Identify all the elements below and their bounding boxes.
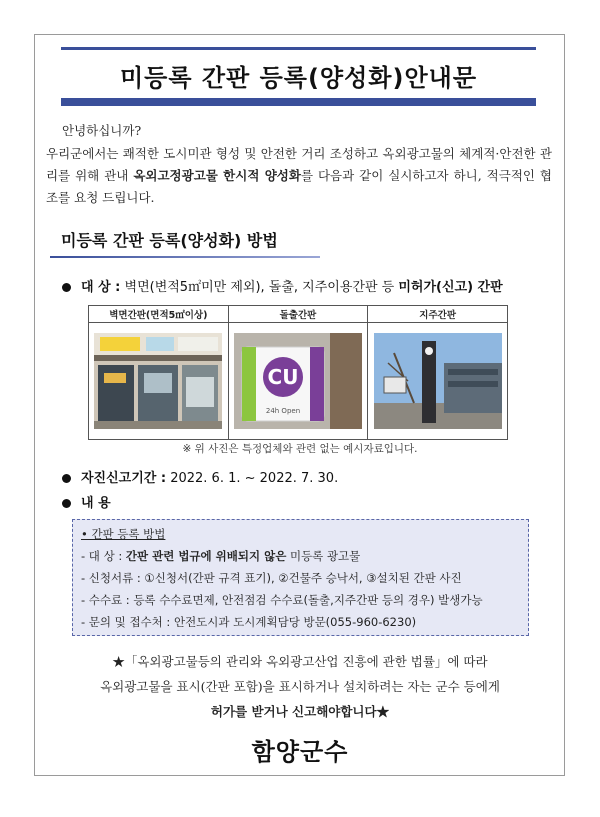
target-label: 대 상 : [81,280,121,295]
photo-cell-projecting [228,323,368,440]
sign-photo-table [88,305,508,440]
bullet-icon [62,499,71,508]
target-bold: 미허가(신고) 간판 [398,280,503,295]
box-heading: • 간판 등록 방법 [81,527,166,541]
cu-logo-text: CU [267,365,299,389]
box-line-documents: - 신청서류 : ①신청서(간판 규격 표기), ②건물주 승낙서, ③설치된 간판 사진 [81,571,462,585]
wall-sign-photo [94,333,222,429]
bullet-icon [62,283,71,292]
title-rule-bottom [61,98,536,106]
period-value: 2022. 6. 1. ~ 2022. 7. 30. [166,471,339,486]
closing-line-3: 허가를 받거나 신고해야합니다★ [210,704,390,719]
box-line-fees: - 수수료 : 등록 수수료면제, 안전점검 수수료(돌출,지주간판 등의 경우) 발생가능 [81,593,483,607]
content-row [62,492,111,511]
photo-header-pole: 지주간판 [368,306,508,323]
box-target-bold: 간판 관련 법규에 위배되지 않은 [125,549,287,563]
photo-cell-pole [368,323,508,440]
section-title: 미등록 간판 등록(양성화) 방법 [61,231,278,250]
photo-disclaimer: ※ 위 사진은 특정업체와 관련 없는 예시자료입니다. [182,443,418,455]
period-row [62,467,338,486]
title-rule-top [61,47,536,50]
section-underline [50,256,320,258]
box-target-label: - 대 상 : [81,549,126,563]
intro-text-2: 를 다음과 같이 실시하고자 하니, 적극적인 협조를 요청 드립니다. [46,168,552,205]
photo-header-wall: 벽면간판(면적5㎡이상) [89,306,229,323]
registration-info-box [72,519,529,636]
bullet-icon [62,474,71,483]
page-title: 미등록 간판 등록(양성화)안내문 [119,64,478,92]
cu-open-text: 24h Open [265,407,301,415]
projecting-sign-photo [234,333,362,429]
intro-paragraph [46,143,552,209]
closing-line-2: 옥외광고물을 표시(간판 포함)을 표시하거나 설치하려는 자는 군수 등에게 [100,679,500,694]
content-label: 내 용 [81,496,111,511]
closing-line-1: ★「옥외광고물등의 관리와 옥외광고산업 진흥에 관한 법률」에 따라 [112,654,488,669]
signature: 함양군수 [251,738,349,766]
intro-text-1: 우리군에서는 쾌적한 도시미관 형성 및 안전한 거리 조성하고 옥외광고물의 체계적·안전한 관리를 위해 관내 [46,146,552,183]
intro-highlight: 옥외고정광고물 한시적 양성화 [133,168,301,183]
target-text: 벽면(변적5㎡미만 제외), 돌출, 지주이용간판 등 [120,280,399,295]
pole-sign-photo [374,333,502,429]
period-label: 자진신고기간 : [81,471,167,486]
photo-header-projecting: 돌출간판 [228,306,368,323]
box-target-rest: 미등록 광고물 [286,549,361,563]
box-line-contact: - 문의 및 접수처 : 안전도시과 도시계획담당 방문(055-960-6230) [81,615,417,629]
box-line-target [81,548,360,564]
target-row [62,276,503,295]
greeting: 안녕하십니까? [62,123,142,138]
photo-cell-wall [89,323,229,440]
